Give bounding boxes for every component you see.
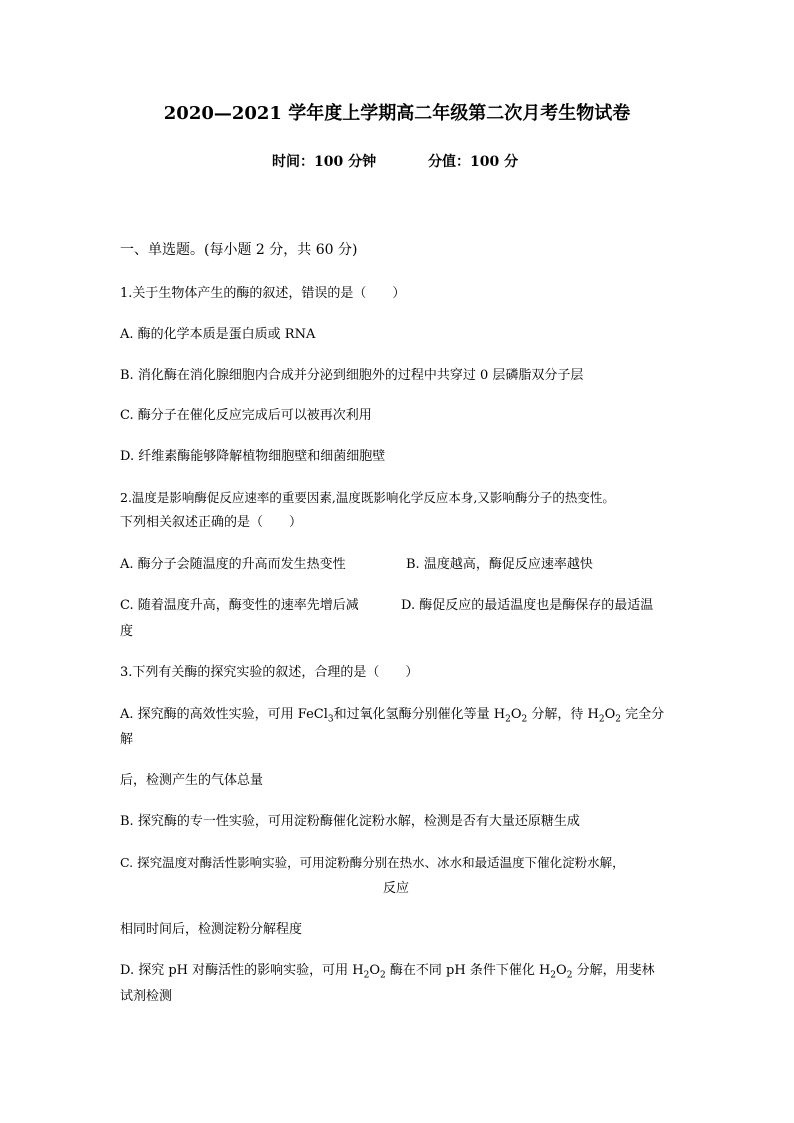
q2-stem-line2: 下列相关叙述正确的是（ ） xyxy=(120,515,303,530)
q1-option-c: C. 酶分子在催化反应完成后可以被再次利用 xyxy=(120,408,372,423)
exam-time: 时间：100 分钟 xyxy=(272,154,377,170)
q3-option-a-line3: 后，检测产生的气体总量 xyxy=(120,773,264,788)
q3-option-c-line1: C. 探究温度对酶活性影响实验，可用淀粉酶分别在热水、冰水和最适温度下催化淀粉水解， xyxy=(120,855,625,870)
q3-option-c-line3: 相同时间后，检测淀粉分解程度 xyxy=(120,922,303,937)
q2-option-d-line2: 度 xyxy=(120,624,134,639)
q1-stem: 1.关于生物体产生的酶的叙述，错误的是（ ） xyxy=(120,286,406,301)
q3-option-d-line1: D. 探究 pH 对酶活性的影响实验，可用 $H_2O_2$ 酶在不同 pH 条件下催化 $H_2O_2$ 分解，用斐林 xyxy=(120,963,655,981)
exam-title: 2020—2021 学年度上学期高二年级第二次月考生物试卷 xyxy=(163,103,631,124)
q3-stem: 3.下列有关酶的探究实验的叙述，合理的是（ ） xyxy=(120,665,419,680)
q1-option-a: A. 酶的化学本质是蛋白质或 RNA xyxy=(120,327,316,342)
q3-option-c-line2: 反应 xyxy=(383,881,410,896)
section-heading: 一、单选题。(每小题 2 分，共 60 分) xyxy=(120,242,358,258)
q2-option-b: B. 温度越高，酶促反应速率越快 xyxy=(406,557,593,572)
q3-option-a-line1: A. 探究酶的高效性实验，可用 FeCl$_3$和过氧化氢酶分别催化等量 $H_2O_2$ 分解，待 $H_2O_2$ 完全分 xyxy=(120,707,665,725)
q1-option-b: B. 消化酶在消化腺细胞内合成并分泌到细胞外的过程中共穿过 0 层磷脂双分子层 xyxy=(120,368,584,383)
exam-score: 分值：100 分 xyxy=(428,154,519,170)
q2-option-a: A. 酶分子会随温度的升高而发生热变性 xyxy=(120,557,346,572)
q2-option-d-line1: D. 酶促反应的最适温度也是酶保存的最适温 xyxy=(401,598,654,613)
q2-option-c: C. 随着温度升高，酶变性的速率先增后减 xyxy=(120,598,359,613)
q3-option-a-line2: 解 xyxy=(120,732,134,747)
q3-option-b: B. 探究酶的专一性实验，可用淀粉酶催化淀粉水解，检测是否有大量还原糖生成 xyxy=(120,814,580,829)
q2-stem-line1: 2.温度是影响酶促反应速率的重要因素,温度既影响化学反应本身,又影响酶分子的热变性。 xyxy=(120,490,615,505)
q3-option-d-line2: 试剂检测 xyxy=(120,989,173,1004)
q1-option-d: D. 纤维素酶能够降解植物细胞壁和细菌细胞壁 xyxy=(120,449,386,464)
